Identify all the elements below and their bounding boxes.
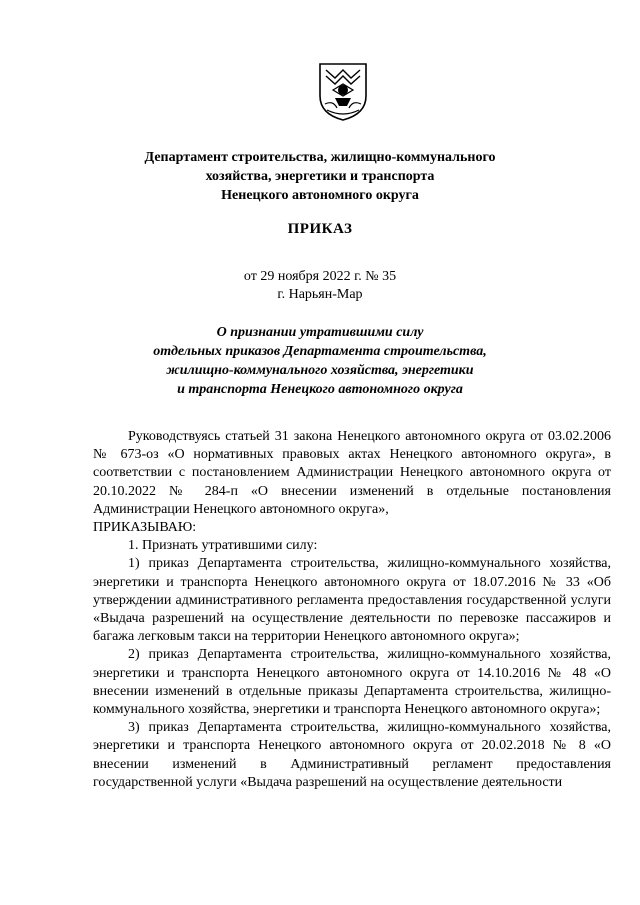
subject-line: и транспорта Ненецкого автономного округа (177, 382, 463, 397)
item-paragraph: 1. Признать утратившими силу: (128, 538, 318, 554)
order-word: ПРИКАЗЫВАЮ: (93, 520, 197, 536)
document-body (93, 428, 611, 792)
subitem-paragraph: 1) приказ Департамента строительства, жилищно-коммунального хозяйства, энергетики и транспорта Ненецкого автономного округа от 18.07.2016 № 33 «Об утверждении административного регламента предоставления государственной услуги «Выдача разрешений на осуществление деятельности по перевозке пассажиров и багажа легковым такси на территории Ненецкого автономного округа»; (93, 556, 611, 645)
coat-of-arms-emblem (317, 60, 369, 122)
header-line: Ненецкого автономного округа (221, 188, 419, 203)
subject-heading (0, 323, 640, 399)
header-line: Департамент строительства, жилищно-коммунального (144, 150, 496, 165)
date-block (0, 268, 640, 304)
header-line: хозяйства, энергетики и транспорта (205, 169, 435, 184)
subject-line: жилищно-коммунального хозяйства, энергетики (166, 363, 474, 378)
subject-line: О признании утратившими силу (216, 325, 424, 340)
organization-header (0, 148, 640, 205)
city: г. Нарьян-Мар (277, 287, 363, 302)
document-title: ПРИКАЗ (287, 221, 353, 237)
date-number: от 29 ноября 2022 г. № 35 (243, 269, 397, 284)
preamble-paragraph: Руководствуясь статьей 31 закона Ненецкого автономного округа от 03.02.2006 № 673-оз «О нормативных правовых актах Ненецкого автономного округа», в соответствии с постановлением Администрации Ненецкого автономного округа от 20.10.2022 № 284-п «О внесении изменений в отдельные постановления Администрации Ненецкого автономного округа», (93, 429, 611, 517)
subitem-paragraph: 3) приказ Департамента строительства, жилищно-коммунального хозяйства, энергетики и транспорта Ненецкого автономного округа от 20.02.2018 № 8 «О внесении изменений в Административный регламент предоставления государственной услуги «Выдача разрешений на осуществление деятельности (93, 720, 611, 790)
subitem-paragraph: 2) приказ Департамента строительства, жилищно-коммунального хозяйства, энергетики и транспорта Ненецкого автономного округа от 14.10.2016 № 48 «О внесении изменений в отдельные приказы Департамента строительства, жилищно-коммунального хозяйства, энергетики и транспорта Ненецкого автономного округа»; (93, 647, 611, 718)
subject-line: отдельных приказов Департамента строительства, (153, 344, 487, 359)
